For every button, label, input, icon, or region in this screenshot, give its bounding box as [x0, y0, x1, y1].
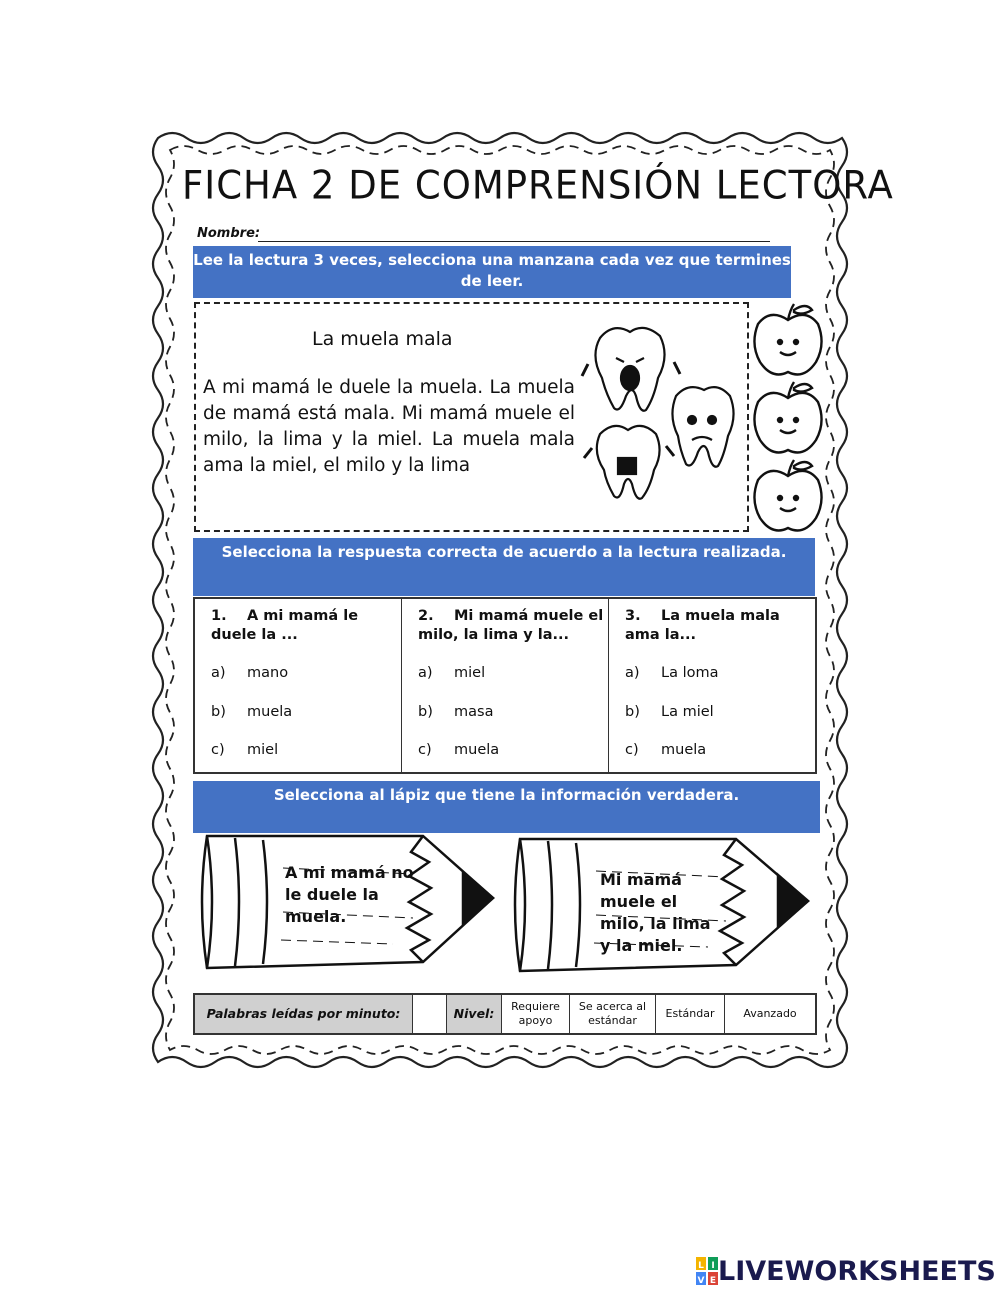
level-option[interactable]: Se acerca al estándar — [570, 995, 656, 1033]
words-per-minute-label: Palabras leídas por minuto: — [195, 995, 413, 1033]
reading-text: A mi mamá le duele la muela. La muela de mamá está mala. Mi mamá muele el milo, la lima y la miel. La muela mala ama la miel, el milo y la lima — [203, 377, 575, 476]
question-number: 2. — [418, 608, 434, 624]
answer-option[interactable]: b) masa — [418, 704, 494, 720]
svg-text:E: E — [709, 1276, 717, 1285]
logo-text: LIVEWORKSHEETS — [718, 1255, 996, 1287]
answer-option[interactable]: a) La loma — [625, 665, 719, 681]
tooth-worried-right — [672, 387, 733, 467]
level-option[interactable]: Avanzado — [743, 1007, 797, 1020]
question-column-2 — [402, 599, 609, 772]
question-column-1 — [195, 599, 402, 772]
words-per-minute-field[interactable] — [413, 995, 447, 1033]
instruction-banner-3: Selecciona al lápiz que tiene la información verdadera. — [193, 781, 820, 833]
answer-option[interactable]: b) La miel — [625, 704, 714, 720]
question-prompt: A mi mamá le duele la ... — [211, 608, 359, 643]
apple-icon-3[interactable] — [754, 460, 821, 530]
answer-option[interactable]: b) muela — [211, 704, 293, 720]
pencil-1-text: A mi mamá no le duele la muela. — [285, 863, 414, 926]
question-column-3 — [609, 599, 815, 772]
question-prompt: Mi mamá muele el milo, la lima y la... — [418, 608, 604, 643]
question-prompt: La muela mala ama la... — [625, 608, 780, 643]
level-label: Nivel: — [447, 995, 502, 1033]
answer-option[interactable]: c) muela — [418, 742, 500, 758]
answer-option[interactable]: a) mano — [211, 665, 289, 681]
level-option[interactable]: Requiere apoyo — [502, 995, 570, 1033]
apples-group — [750, 300, 830, 535]
svg-text:V: V — [697, 1276, 705, 1285]
answer-option[interactable]: c) muela — [625, 742, 707, 758]
instruction-banner-1: Lee la lectura 3 veces, selecciona una manzana cada vez que termines de leer. — [193, 246, 791, 298]
answer-option[interactable]: c) miel — [211, 742, 279, 758]
reading-title: La muela mala — [312, 328, 453, 350]
question-number: 3. — [625, 608, 641, 624]
liveworksheets-logo — [696, 1256, 996, 1286]
level-option[interactable]: Estándar — [656, 995, 725, 1033]
question-number: 1. — [211, 608, 227, 624]
page-title: FICHA 2 DE COMPRENSIÓN LECTORA — [182, 162, 894, 209]
pencil-2-text: Mi mamá muele el milo, la lima y la miel. — [600, 870, 711, 955]
name-label: Nombre: — [197, 226, 261, 241]
svg-text:L: L — [698, 1261, 704, 1271]
apple-icon-2[interactable] — [754, 382, 821, 452]
svg-text:I: I — [711, 1261, 715, 1271]
reading-level-table — [193, 993, 817, 1035]
name-field[interactable] — [258, 241, 770, 242]
logo-blocks-icon — [696, 1257, 718, 1285]
apple-icon-1[interactable] — [754, 304, 821, 374]
answer-option[interactable]: a) miel — [418, 665, 486, 681]
questions-table — [193, 597, 817, 774]
sad-teeth-illustration — [578, 316, 743, 506]
instruction-banner-2: Selecciona la respuesta correcta de acuerdo a la lectura realizada. — [193, 538, 815, 596]
